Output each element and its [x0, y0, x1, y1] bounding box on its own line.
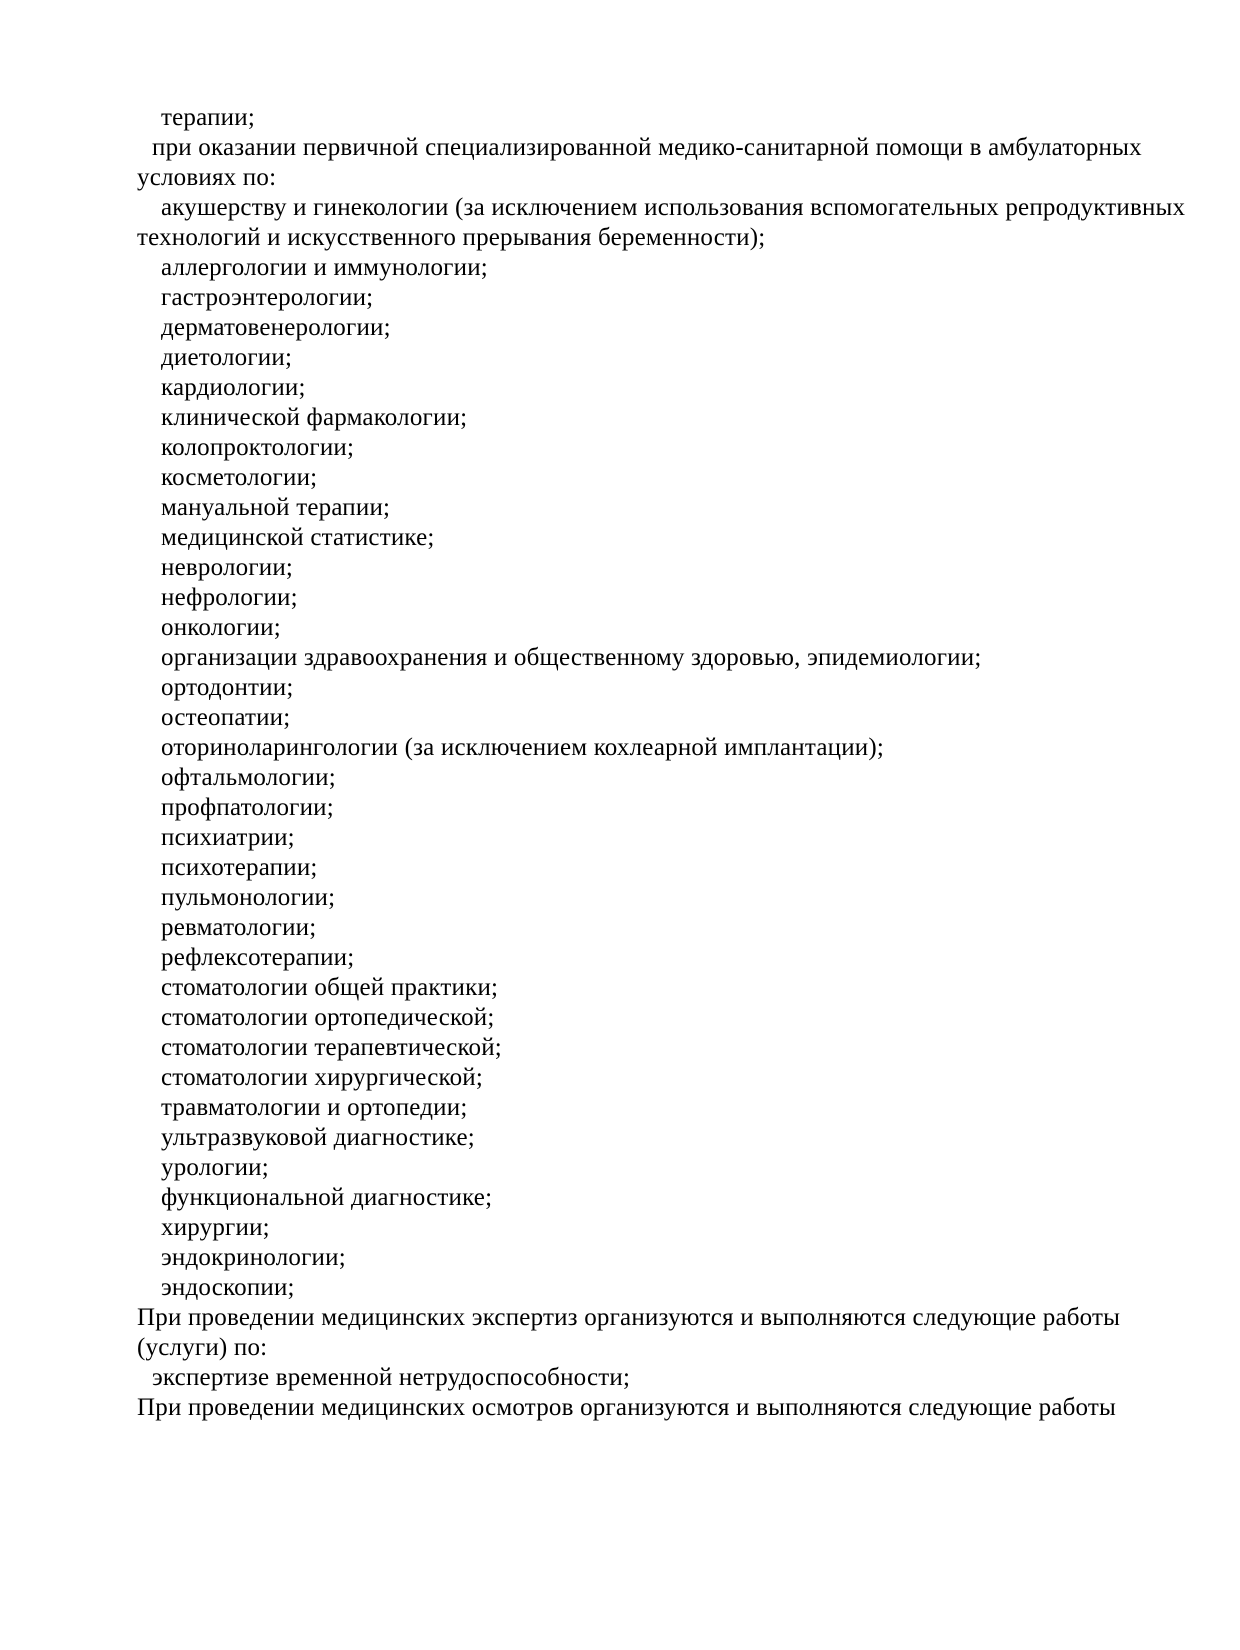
text-line: медицинской статистике;: [161, 524, 435, 551]
text-line: диетологии;: [161, 344, 293, 371]
text-line: ортодонтии;: [161, 674, 294, 701]
text-line: акушерству и гинекологии (за исключением использования вспомогательных репродуктивных: [161, 194, 1186, 221]
text-line: технологий и искусственного прерывания беременности);: [137, 224, 766, 251]
text-line: мануальной терапии;: [161, 494, 391, 521]
text-line: экспертизе временной нетрудоспособности;: [152, 1364, 631, 1391]
text-line: остеопатии;: [161, 704, 291, 731]
license-text-block: [137, 103, 1229, 1423]
text-line: стоматологии общей практики;: [161, 974, 499, 1001]
text-line: стоматологии терапевтической;: [161, 1034, 502, 1061]
text-line: терапии;: [161, 104, 255, 131]
text-line: стоматологии ортопедической;: [161, 1004, 495, 1031]
text-line: онкологии;: [161, 614, 281, 641]
text-line: При проведении медицинских экспертиз организуются и выполняются следующие работы: [137, 1304, 1121, 1331]
text-line: дерматовенерологии;: [161, 314, 391, 341]
text-line: функциональной диагностике;: [161, 1184, 493, 1211]
text-line: клинической фармакологии;: [161, 404, 468, 431]
text-line: при оказании первичной специализированной медико-санитарной помощи в амбулаторных: [152, 134, 1142, 161]
text-line: условиях по:: [137, 164, 277, 191]
text-line: эндокринологии;: [161, 1244, 346, 1271]
text-line: ультразвуковой диагностике;: [161, 1124, 475, 1151]
text-line: При проведении медицинских осмотров организуются и выполняются следующие работы: [137, 1394, 1117, 1421]
text-line: кардиологии;: [161, 374, 306, 401]
text-line: психиатрии;: [161, 824, 295, 851]
text-line: травматологии и ортопедии;: [161, 1094, 468, 1121]
text-line: неврологии;: [161, 554, 294, 581]
text-line: нефрологии;: [161, 584, 298, 611]
text-line: урологии;: [161, 1154, 269, 1181]
text-line: колопроктологии;: [161, 434, 355, 461]
text-line: рефлексотерапии;: [161, 944, 355, 971]
text-line: стоматологии хирургической;: [161, 1064, 483, 1091]
text-line: эндоскопии;: [161, 1274, 295, 1301]
text-line: профпатологии;: [161, 794, 334, 821]
text-line: аллергологии и иммунологии;: [161, 254, 488, 281]
text-line: хирургии;: [161, 1214, 270, 1241]
text-line: оториноларингологии (за исключением кохлеарной имплантации);: [161, 734, 885, 761]
text-line: офтальмологии;: [161, 764, 336, 791]
text-line: пульмонологии;: [161, 884, 336, 911]
text-line: гастроэнтерологии;: [161, 284, 374, 311]
text-line: психотерапии;: [161, 854, 318, 881]
text-line: (услуги) по:: [137, 1334, 268, 1361]
text-line: ревматологии;: [161, 914, 317, 941]
text-line: организации здравоохранения и общественному здоровью, эпидемиологии;: [161, 644, 982, 671]
text-line: косметологии;: [161, 464, 318, 491]
